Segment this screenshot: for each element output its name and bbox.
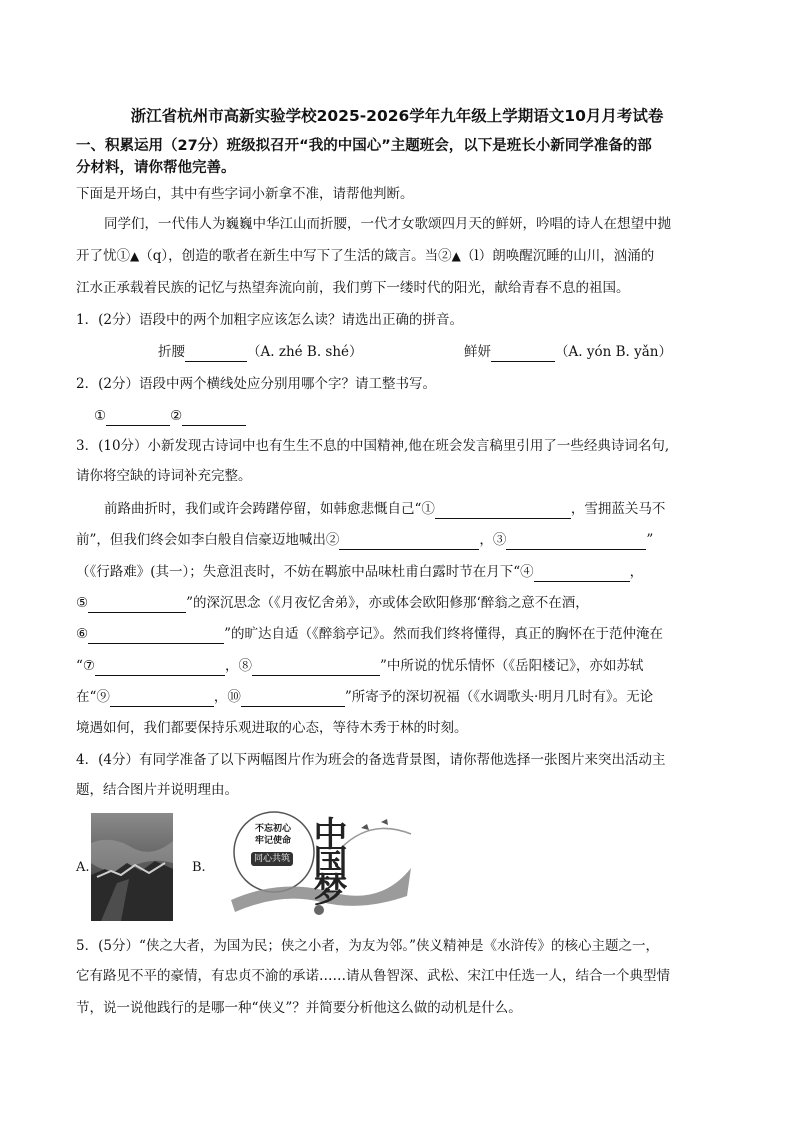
q1-item1-word: 折腰 <box>158 344 185 360</box>
poem-segment: 前”，但我们终会如李白般自信豪迈地喊出② <box>76 532 340 548</box>
emblem-band: 同心共筑 <box>251 852 293 866</box>
q2-answers <box>94 406 718 426</box>
emblem-slogan2: 牢记使命 <box>255 836 292 846</box>
answer-blank[interactable] <box>110 691 214 707</box>
q3-poem-line7 <box>76 687 718 707</box>
q3-poem-line6 <box>76 656 718 676</box>
passage-segment: （q），创造的歌者在新生中写下了生活的箴言。当② <box>139 248 452 264</box>
q3-poem-line2 <box>76 530 718 550</box>
q2-mark2: ② <box>170 408 183 424</box>
poem-segment: ⑥ <box>76 626 89 642</box>
answer-blank[interactable] <box>182 410 246 426</box>
answer-blank[interactable] <box>491 346 555 362</box>
passage-line1: 同学们，一代伟人为巍巍中华江山而折腰，一代才女歌颂四月天的鲜妍，吟唱的诗人在想望中抛 <box>104 216 671 232</box>
poem-segment: ，⑧ <box>225 658 253 674</box>
q3-line1: 3．(10分）小新发现古诗词中也有生生不息的中国精神,他在班会发言稿里引用了一些经典诗词名句, <box>76 438 670 454</box>
poem-segment: 前路曲折时，我们或许会踌躇停留，如韩愈悲慨自己“① <box>104 501 435 517</box>
answer-blank[interactable] <box>185 346 247 362</box>
poem-segment: （《行路难》(其一）；失意沮丧时，不妨在羁旅中品味杜甫白露时节在月下“④ <box>76 564 534 580</box>
q1-stem: 1．(2分）语段中的两个加粗字应该怎么读？请选出正确的拼音。 <box>76 312 463 328</box>
china-dream-emblem <box>211 808 436 920</box>
answer-blank[interactable] <box>106 410 170 426</box>
answer-blank[interactable] <box>88 628 224 644</box>
q2-mark1: ① <box>94 408 107 424</box>
q3-poem-line4 <box>76 593 718 613</box>
poem-segment: “⑦ <box>76 658 96 674</box>
poem-segment: ”所寄予的深切祝福（《水调歌头·明月几时有》。无论 <box>344 689 654 705</box>
q1-item2-options: （A. yón B. yǎn） <box>555 344 672 360</box>
poem-segment: ”的旷达自适（《醉翁亭记》。然而我们终将懂得，真正的胸怀在于范仲淹在 <box>224 626 664 642</box>
q4-line1: 4．(4分）有同学准备了以下两幅图片作为班会的备选背景图，请你帮他选择一张图片来突出活动主 <box>76 752 666 768</box>
poem-segment: ，雪拥蓝关马不 <box>570 501 666 517</box>
answer-blank[interactable] <box>506 534 646 550</box>
q3-line2: 请你将空缺的诗词补充完整。 <box>76 468 252 484</box>
option-a-label: A. <box>76 860 90 875</box>
great-wall-icon <box>91 813 173 921</box>
passage-line3: 江水正承载着民族的记忆与热望奔流向前，我们剪下一缕时代的阳光，献给青春不息的祖国。 <box>76 280 630 296</box>
answer-blank[interactable] <box>95 660 225 676</box>
passage-line2 <box>76 246 718 266</box>
answer-blank[interactable] <box>88 597 186 613</box>
poem-segment: ， <box>629 564 644 580</box>
q3-poem-line8: 境遇如何，我们都要保持乐观进取的心态，等待木秀于林的时刻。 <box>76 720 468 736</box>
section-heading-line1: 一、积累运用（27分）班级拟召开“我的中国心”主题班会，以下是班长小新同学准备的部 <box>76 138 652 154</box>
q3-poem-line5 <box>76 624 718 644</box>
q5-line2: 它有路见不平的豪情，有忠贞不渝的承诺……请从鲁智深、武松、宋江中任选一人，结合一个典型情 <box>76 968 670 984</box>
answer-blank[interactable] <box>339 534 479 550</box>
q3-poem-line3 <box>76 562 718 582</box>
poem-segment: ，③ <box>479 532 507 548</box>
q2-stem: 2．(2分）语段中两个横线处应分别用哪个字？请工整书写。 <box>76 376 436 392</box>
answer-blank[interactable] <box>252 660 380 676</box>
emblem-title: 中国梦 <box>307 816 347 900</box>
option-b-label: B. <box>192 860 206 875</box>
poem-segment: ⑤ <box>76 595 89 611</box>
poem-segment: ”的深沉思念（《月夜忆舍弟》，亦或体会欧阳修那‘醉翁之意不在酒， <box>186 595 589 611</box>
section-heading-line2: 分材料，请你帮他完善。 <box>76 160 236 176</box>
answer-blank[interactable] <box>534 566 630 582</box>
q1-item2 <box>464 342 672 362</box>
passage-segment: （l）朗唤醒沉睡的山川，汹涌的 <box>460 248 655 264</box>
q4-line2: 题，结合图片并说明理由。 <box>76 782 238 798</box>
poem-segment: ”中所说的忧乐情怀（《岳阳楼记》，亦如苏轼 <box>380 658 644 674</box>
q5-line3: 节，说一说他践行的是哪一种“侠义”？并简要分析他这么做的动机是什么。 <box>76 1000 522 1016</box>
answer-blank[interactable] <box>435 503 571 519</box>
q1-item2-word: 鲜妍 <box>464 344 491 360</box>
intro-text: 下面是开场白，其中有些字词小新拿不准，请帮他判断。 <box>76 186 414 202</box>
poem-segment: 在“⑨ <box>76 689 110 705</box>
page-title: 浙江省杭州市高新实验学校2025-2026学年九年级上学期语文10月月考试卷 <box>130 107 664 125</box>
blank-triangle: ▲ <box>451 249 461 263</box>
poem-segment: ” <box>646 532 654 548</box>
q5-line1: 5．(5分）“侠之大者，为国为民；侠之小者，为友为邻。”侠义精神是《水浒传》的核心主题之一， <box>76 938 659 954</box>
passage-segment: 开了忧① <box>76 248 130 264</box>
answer-blank[interactable] <box>241 691 345 707</box>
emblem-slogan1: 不忘初心 <box>255 824 292 834</box>
q1-item1-options: （A. zhé B. shé） <box>247 344 363 360</box>
blank-triangle: ▲ <box>130 249 140 263</box>
q1-item1 <box>158 342 363 362</box>
poem-segment: ，⑩ <box>213 689 241 705</box>
q3-poem-line1 <box>76 499 718 519</box>
great-wall-photo <box>91 813 173 921</box>
